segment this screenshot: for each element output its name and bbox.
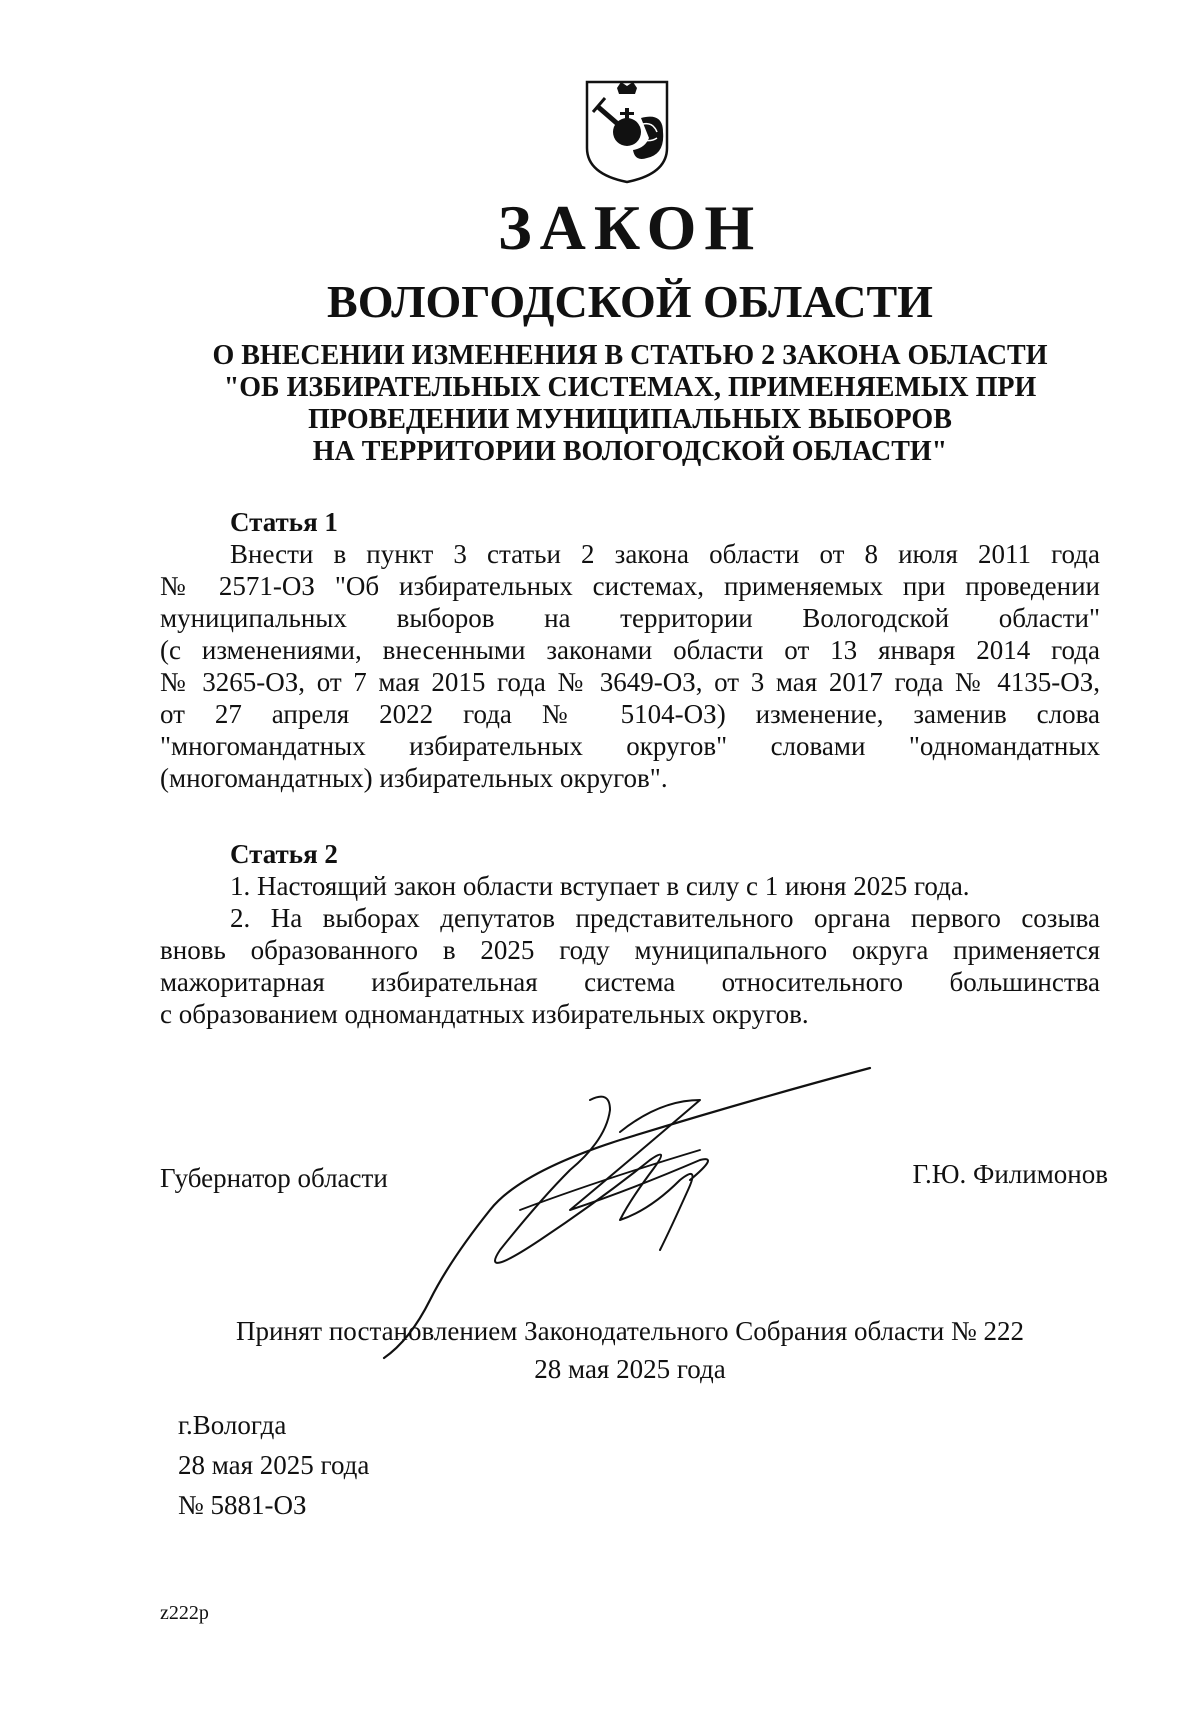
article-1-line: (многомандатных) избирательных округов". [160, 763, 668, 793]
article-2-line: с образованием одномандатных избирательных округов. [160, 999, 809, 1029]
article-2-heading: Статья 2 [230, 839, 338, 869]
law-number: № 5881-ОЗ [178, 1490, 307, 1520]
adoption-date: 28 мая 2025 года [534, 1354, 726, 1384]
article-2-line: вновь образованного в 2025 году муниципального округа применяется [160, 935, 1100, 965]
article-1-line: № 2571-ОЗ "Об избирательных системах, применяемых при проведении [160, 571, 1100, 601]
law-title-line: "ОБ ИЗБИРАТЕЛЬНЫХ СИСТЕМАХ, ПРИМЕНЯЕМЫХ ПРИ [223, 372, 1037, 403]
law-title [160, 340, 1100, 468]
article-2-line: 2. На выборах депутатов представительного органа первого созыва [230, 903, 1100, 933]
article-1-line: муниципальных выборов на территории Вологодской области" [160, 603, 1100, 633]
document-title: ЗАКОН [497, 192, 763, 263]
article-1-line: (с изменениями, внесенными законами области от 13 января 2014 года [160, 635, 1100, 665]
law-date: 28 мая 2025 года [178, 1450, 370, 1480]
adoption-note [160, 1312, 1100, 1388]
signatory-position: Губернатор области [160, 1163, 388, 1193]
city: г.Вологда [178, 1410, 287, 1440]
vologda-coat-of-arms-icon [583, 78, 671, 186]
article-1 [160, 506, 1100, 794]
signatory-name: Г.Ю. Филимонов [912, 1159, 1108, 1189]
article-2-line: мажоритарная избирательная система относительного большинства [160, 967, 1100, 997]
law-title-line: О ВНЕСЕНИИ ИЗМЕНЕНИЯ В СТАТЬЮ 2 ЗАКОНА ОБЛАСТИ [212, 340, 1048, 371]
document-code: z222p [160, 1602, 209, 1624]
place-date-number [178, 1405, 369, 1525]
article-2-line: 1. Настоящий закон области вступает в силу с 1 июня 2025 года. [230, 871, 970, 901]
law-title-line: ПРОВЕДЕНИИ МУНИЦИПАЛЬНЫХ ВЫБОРОВ [308, 404, 952, 435]
article-1-line: Внести в пункт 3 статьи 2 закона области от 8 июля 2011 года [230, 539, 1100, 569]
article-1-line: № 3265-ОЗ, от 7 мая 2015 года № 3649-ОЗ, от 3 мая 2017 года № 4135-ОЗ, [160, 667, 1100, 697]
article-1-line: от 27 апреля 2022 года № 5104-ОЗ) изменение, заменив слова [160, 699, 1100, 729]
law-title-line: НА ТЕРРИТОРИИ ВОЛОГОДСКОЙ ОБЛАСТИ" [312, 436, 948, 467]
article-1-line: "многомандатных избирательных округов" словами "одномандатных [160, 731, 1100, 761]
article-2 [160, 838, 1100, 1030]
adoption-line: Принят постановлением Законодательного Собрания области № 222 [235, 1316, 1025, 1346]
article-1-heading: Статья 1 [230, 507, 338, 537]
document-subtitle: ВОЛОГОДСКОЙ ОБЛАСТИ [327, 276, 933, 327]
